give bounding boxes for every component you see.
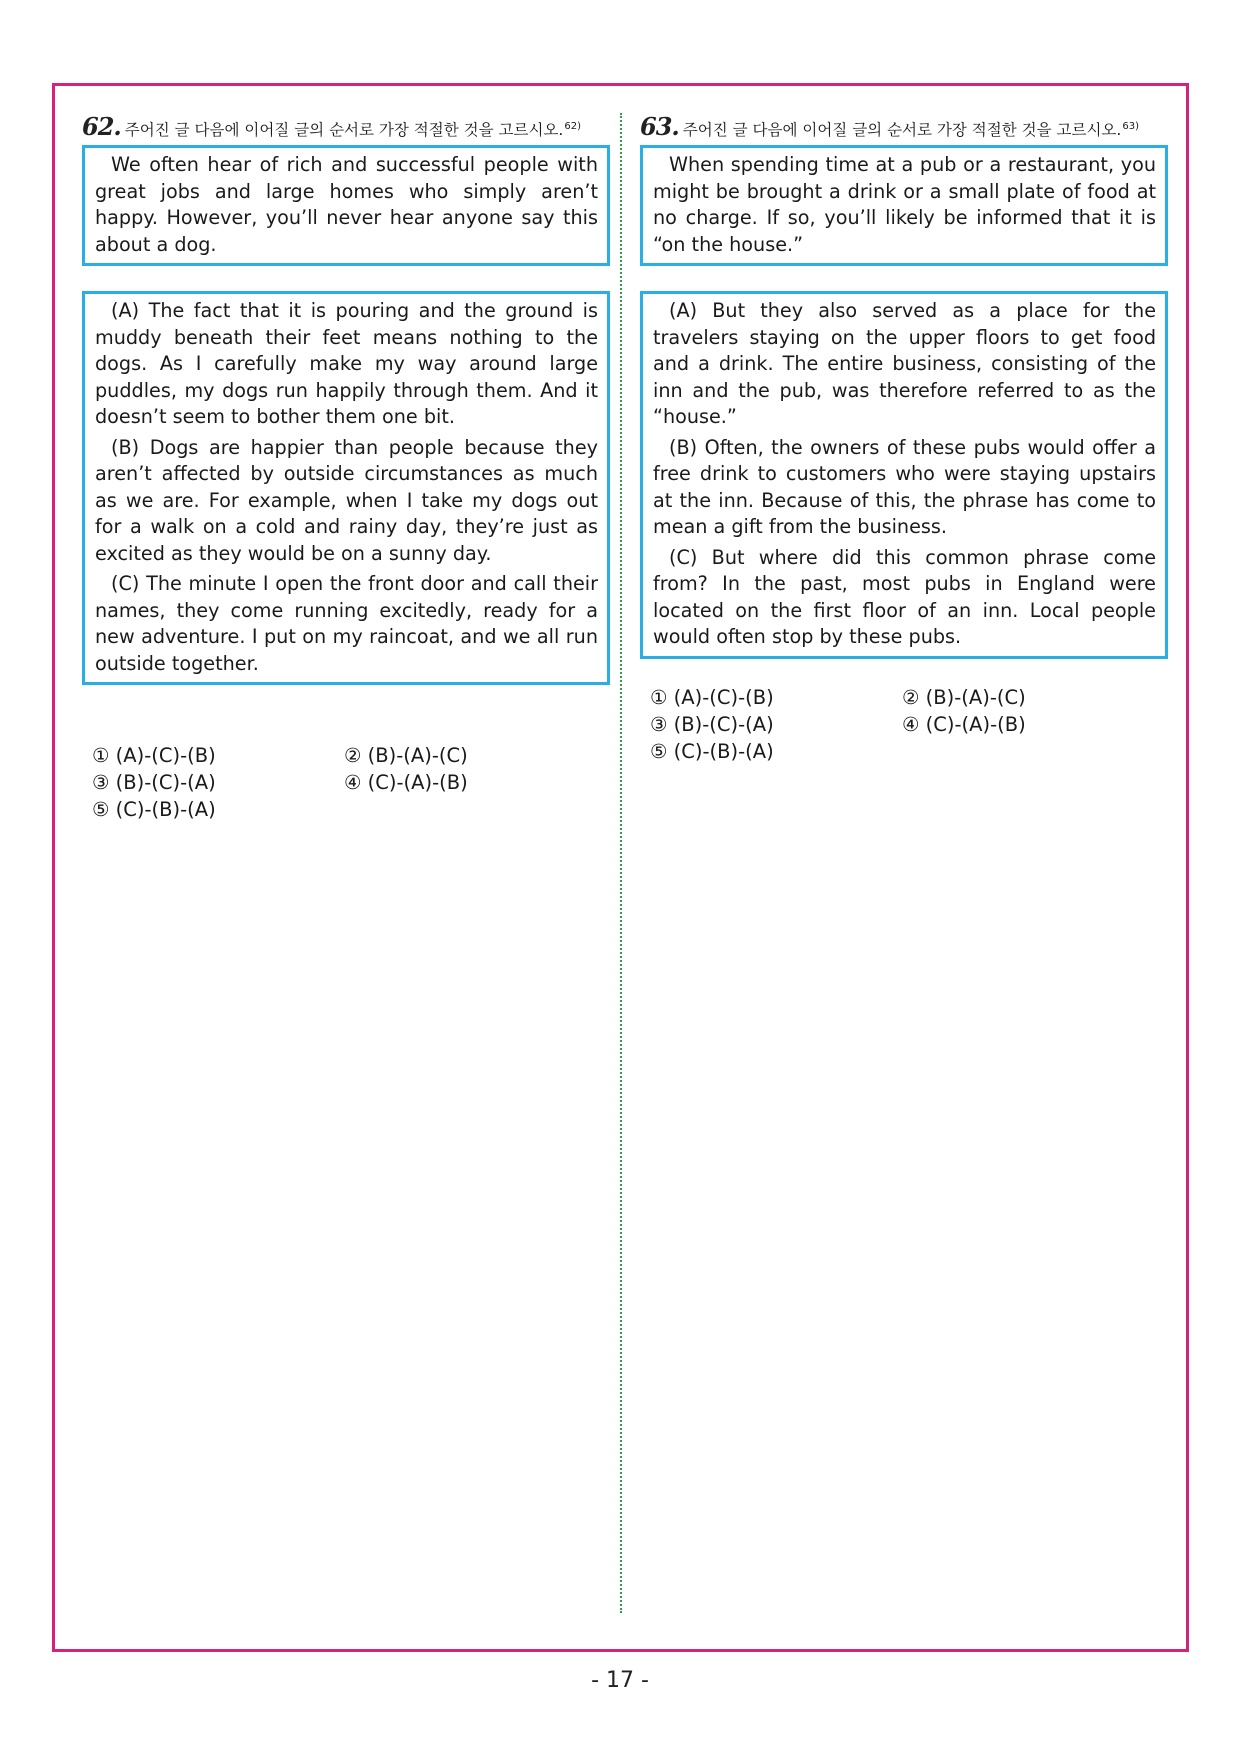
question-instruction: 주어진 글 다음에 이어질 글의 순서로 가장 적절한 것을 고르시오.	[682, 121, 1122, 140]
choice-1[interactable]: ① (A)-(C)-(B)	[650, 685, 774, 709]
answer-choices	[640, 684, 1168, 765]
page-number: - 17 -	[591, 1668, 649, 1693]
question-instruction: 주어진 글 다음에 이어질 글의 순서로 가장 적절한 것을 고르시오.	[124, 121, 564, 140]
passage-c: (C) But where did this common phrase come from? In the past, most pubs in England were located on the first floor of an inn. Local people would often stop by these pubs.	[653, 545, 1156, 648]
choice-2[interactable]: ② (B)-(A)-(C)	[902, 685, 1026, 709]
question-63	[640, 112, 1168, 765]
passage-a: (A) But they also served as a place for the travelers staying on the upper floors to get food and a drink. The entire business, consisting of the inn and the pub, was therefore referred to as the “house.”	[653, 299, 1156, 428]
answer-choices	[82, 742, 610, 823]
intro-text: When spending time at a pub or a restaurant, you might be brought a drink or a small plate of food at no charge. If so, you’ll likely be informed that it is “on the house.”	[653, 153, 1156, 256]
choice-5[interactable]: ⑤ (C)-(B)-(A)	[92, 798, 216, 821]
choice-2[interactable]: ② (B)-(A)-(C)	[344, 744, 468, 767]
question-header	[82, 112, 610, 142]
choice-4[interactable]: ④ (C)-(A)-(B)	[902, 712, 1026, 736]
question-number: 62.	[82, 112, 121, 142]
column-divider	[620, 113, 622, 1613]
passage-b: (B) Often, the owners of these pubs would offer a free drink to customers who were staying upstairs at the inn. Because of this, the phrase has come to mean a gift from the business.	[653, 435, 1156, 538]
intro-text: We often hear of rich and successful people with great jobs and large homes who simply aren’t happy. However, you’ll never hear anyone say this about a dog.	[95, 153, 598, 256]
choice-3[interactable]: ③ (B)-(C)-(A)	[650, 712, 774, 736]
intro-box	[640, 145, 1168, 266]
passages-box	[82, 291, 610, 685]
choice-1[interactable]: ① (A)-(C)-(B)	[92, 744, 216, 767]
question-62	[82, 112, 610, 823]
choice-5[interactable]: ⑤ (C)-(B)-(A)	[650, 739, 774, 763]
passage-b: (B) Dogs are happier than people because they aren’t affected by outside circumstances as much as we are. For example, when I take my dogs out for a walk on a cold and rainy day, they’re just as excited as they would be on a sunny day.	[95, 435, 598, 565]
choice-4[interactable]: ④ (C)-(A)-(B)	[344, 771, 468, 794]
footnote-marker: 62)	[564, 121, 581, 132]
passage-a: (A) The fact that it is pouring and the ground is muddy beneath their feet means nothing to the dogs. As I carefully make my way around large puddles, my dogs run happily through them. And it doesn’t seem to bother them one bit.	[95, 299, 598, 428]
footnote-marker: 63)	[1122, 121, 1139, 132]
question-header	[640, 112, 1168, 142]
intro-box	[82, 145, 610, 266]
choice-3[interactable]: ③ (B)-(C)-(A)	[92, 771, 216, 794]
question-number: 63.	[640, 112, 679, 142]
passages-box	[640, 291, 1168, 659]
passage-c: (C) The minute I open the front door and call their names, they come running excitedly, ready for a new adventure. I put on my raincoat, and we all run outside together.	[95, 572, 598, 675]
